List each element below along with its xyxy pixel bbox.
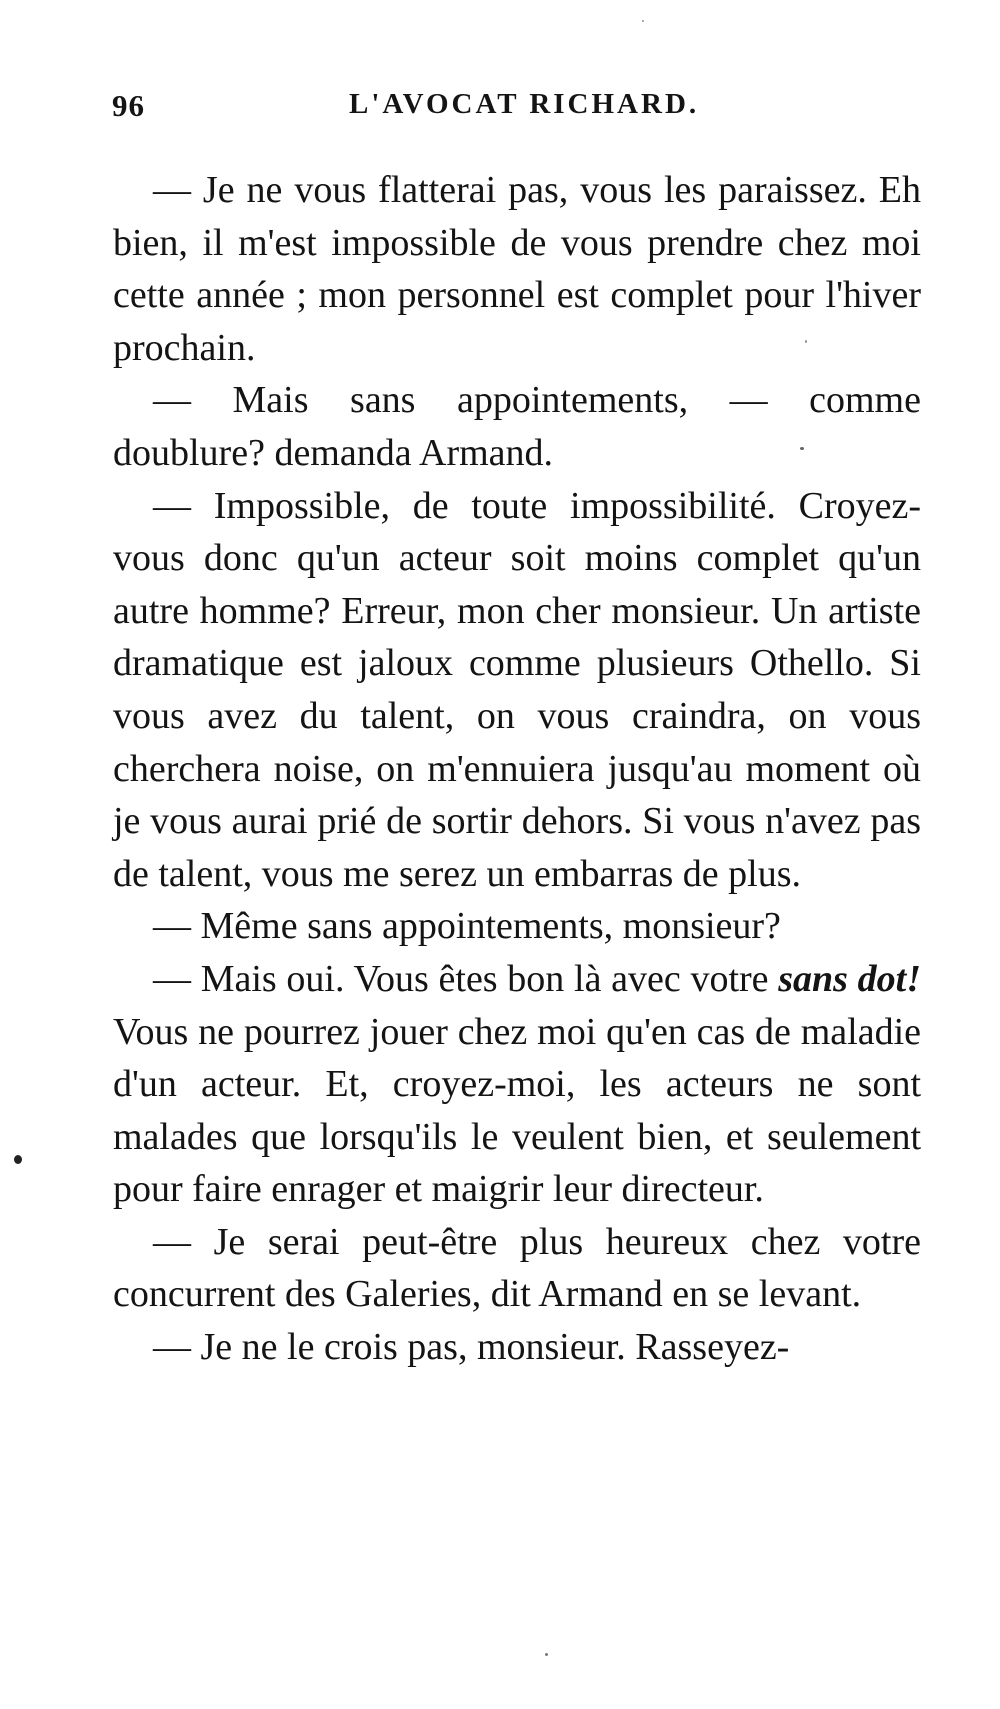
ink-speck xyxy=(14,1155,22,1164)
ink-speck xyxy=(545,1653,548,1656)
paragraph-5 xyxy=(113,953,921,1216)
body-text xyxy=(113,164,921,1374)
ink-speck xyxy=(642,20,644,22)
paragraph-4: — Même sans appointements, monsieur? xyxy=(153,905,781,948)
paragraph-1: — Je ne vous flatterai pas, vous les paraissez. Eh bien, il m'est impossible de vous prendre chez moi cette année ; mon personnel est complet pour l'hiver prochain. xyxy=(113,169,921,369)
running-title: L'AVOCAT RICHARD. xyxy=(349,88,700,120)
paragraph-5-after: Vous ne pourrez jouer chez moi qu'en cas de maladie d'un acteur. Et, croyez-moi, les acteurs ne sont malades que lorsqu'ils le veulent bien, et seulement pour faire enrager et maigrir leur directeur. xyxy=(113,1010,921,1211)
page-number: 96 xyxy=(112,88,145,123)
paragraph-3: — Impossible, de toute impossibilité. Croyez-vous donc qu'un acteur soit moins complet qu'un autre homme? Erreur, mon cher monsieur. Un artiste dramatique est jaloux comme plusieurs Othello. Si vous avez du talent, on vous craindra, on vous cherchera noise, on m'ennuiera jusqu'au moment où je vous aurai prié de sortir dehors. Si vous n'avez pas de talent, vous me serez un embarras de plus. xyxy=(113,484,921,895)
paragraph-6: — Je serai peut-être plus heureux chez votre concurrent des Galeries, dit Armand en se levant. xyxy=(113,1220,921,1316)
paragraph-7: — Je ne le crois pas, monsieur. Rasseyez- xyxy=(153,1326,790,1369)
ink-speck xyxy=(805,340,807,343)
paragraph-2: — Mais sans appointements, — comme doublure? demanda Armand. xyxy=(113,379,921,474)
ink-speck xyxy=(800,447,804,450)
paragraph-5-before: — Mais oui. Vous êtes bon là avec votre xyxy=(153,957,779,1000)
page-header xyxy=(112,88,912,128)
paragraph-5-italic: sans dot! xyxy=(778,957,921,1000)
